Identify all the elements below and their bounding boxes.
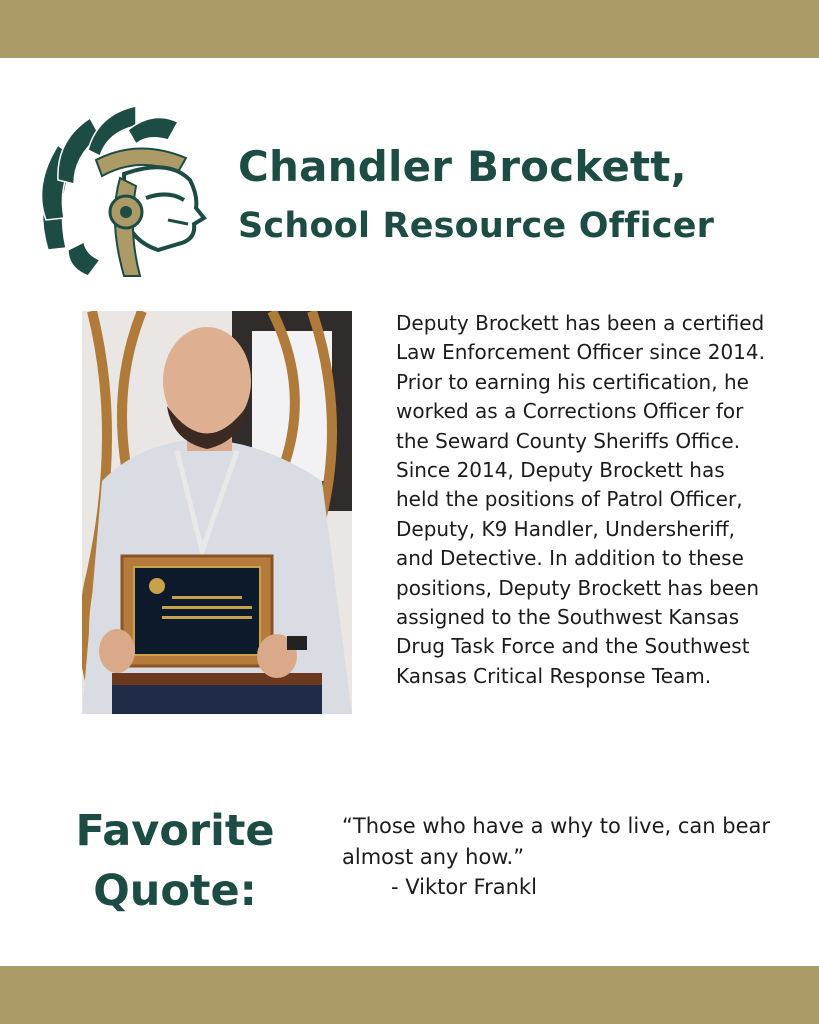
- bottom-band: [0, 966, 819, 1024]
- page-subtitle: School Resource Officer: [238, 206, 715, 246]
- bio-paragraph: Deputy Brockett has been a certified Law Enforcement Officer since 2014. Prior to earning his certification, he worked as a Corrections Officer for the Seward County Sheriffs Office. Since 2014, Deputy Brockett has held the positions of Patrol Officer, Deputy, K9 Handler, Undersheriff, and Detective. In addition to these positions, Deputy Brockett has been assigned to the Southwest Kansas Drug Task Force and the Southwest Kansas Critical Response Team.: [396, 311, 765, 688]
- quote-attribution: - Viktor Frankl: [391, 875, 537, 899]
- favorite-heading-line1: Favorite: [75, 806, 275, 856]
- favorite-heading-line2: Quote:: [93, 866, 257, 916]
- officer-photo: [82, 311, 352, 714]
- page-title: Chandler Brockett,: [238, 142, 687, 191]
- quote-text: “Those who have a why to live, can bear almost any how.”: [342, 814, 771, 869]
- top-band: [0, 0, 819, 58]
- chieftain-logo-icon: [28, 100, 208, 280]
